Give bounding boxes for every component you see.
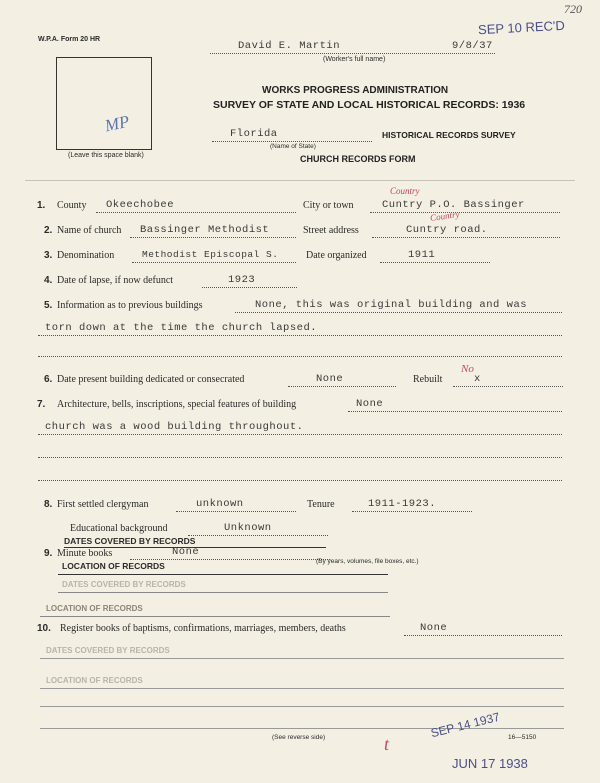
church-name-value: Bassinger Methodist xyxy=(140,224,270,236)
rebuilt-label: Rebuilt xyxy=(413,374,443,385)
rebuilt-value: x xyxy=(474,373,481,385)
worker-name: David E. Martin xyxy=(238,40,341,52)
corner-note: 720 xyxy=(564,2,582,16)
city-label: City or town xyxy=(303,200,354,211)
item-10-number: 10. xyxy=(37,623,51,634)
street-line xyxy=(372,237,560,238)
architecture-line-3 xyxy=(38,457,562,458)
city-line xyxy=(370,212,560,213)
form-code: W.P.A. Form 20 HR xyxy=(38,36,101,43)
denomination-line xyxy=(132,262,296,263)
architecture-line-2 xyxy=(38,434,562,435)
state-line xyxy=(212,141,372,142)
denomination-value: Methodist Episcopal S. xyxy=(142,249,279,260)
previous-buildings-line-2 xyxy=(38,335,562,336)
date-lapse-line xyxy=(202,287,297,288)
extra-line-1 xyxy=(40,706,564,707)
item-2-number: 2. xyxy=(44,225,53,236)
location-heading-1: LOCATION OF RECORDS xyxy=(62,561,165,571)
location-line-1 xyxy=(58,574,388,575)
previous-buildings-line-1 xyxy=(235,312,562,313)
architecture-line-1 xyxy=(348,411,562,412)
blank-caption: (Leave this space blank) xyxy=(68,152,144,159)
education-line xyxy=(188,535,328,536)
dates-covered-line-3 xyxy=(40,658,564,659)
form-title: CHURCH RECORDS FORM xyxy=(300,154,416,164)
worker-caption: (Worker's full name) xyxy=(323,56,386,63)
rebuilt-line xyxy=(453,386,563,387)
item-7-number: 7. xyxy=(37,399,46,410)
item-5-number: 5. xyxy=(44,300,53,311)
dedicated-value: None xyxy=(316,373,344,385)
location-heading-3: LOCATION OF RECORDS xyxy=(46,676,143,685)
register-value: None xyxy=(420,622,448,634)
county-line xyxy=(96,212,296,213)
date-lapse-value: 1923 xyxy=(228,274,256,286)
street-correction-mark: Country xyxy=(429,208,461,224)
previous-buildings-value-1: None, this was original building and was xyxy=(255,299,528,311)
church-name-label: Name of church xyxy=(57,225,122,236)
tenure-value: 1911-1923. xyxy=(368,498,437,510)
location-line-2 xyxy=(40,616,390,617)
footer-code: 16—5150 xyxy=(508,734,537,741)
education-value: Unknown xyxy=(224,522,272,534)
item-3-number: 3. xyxy=(44,250,53,261)
date-lapse-label: Date of lapse, if now defunct xyxy=(57,275,174,286)
clergy-line xyxy=(176,511,296,512)
previous-buildings-line-3 xyxy=(38,356,562,357)
location-heading-2: LOCATION OF RECORDS xyxy=(46,604,143,613)
hrs-label: HISTORICAL RECORDS SURVEY xyxy=(382,130,516,140)
received-stamp-bottom: SEP 14 1937 xyxy=(429,709,502,741)
church-name-line xyxy=(130,237,296,238)
item-8-number: 8. xyxy=(44,499,53,510)
footer-caption: (See reverse side) xyxy=(272,734,326,741)
previous-buildings-value-2: torn down at the time the church lapsed. xyxy=(45,322,318,334)
org-title: WORKS PROGRESS ADMINISTRATION xyxy=(262,85,449,96)
state-caption: (Name of State) xyxy=(270,143,316,150)
architecture-label: Architecture, bells, inscriptions, special features of building xyxy=(57,399,297,410)
tenure-label: Tenure xyxy=(307,499,335,510)
item-6-number: 6. xyxy=(44,374,53,385)
architecture-value-2: church was a wood building throughout. xyxy=(45,421,304,433)
denomination-label: Denomination xyxy=(57,250,115,261)
location-line-3 xyxy=(40,688,564,689)
dates-covered-heading-1: DATES COVERED BY RECORDS xyxy=(64,536,196,546)
item-9-number: 9. xyxy=(44,548,53,559)
blank-box xyxy=(56,57,152,150)
item-1-number: 1. xyxy=(37,200,46,211)
rebuilt-correction-mark: No xyxy=(461,363,474,375)
county-value: Okeechobee xyxy=(106,199,175,211)
date-stamp-bottom: JUN 17 1938 xyxy=(452,756,528,771)
dates-covered-heading-3: DATES COVERED BY RECORDS xyxy=(46,646,170,655)
minute-books-label: Minute books xyxy=(57,548,113,559)
received-stamp-top: SEP 10 REC'D xyxy=(477,17,566,38)
worker-line xyxy=(210,53,495,54)
city-correction-mark: Country xyxy=(390,186,420,196)
worker-date: 9/8/37 xyxy=(452,40,493,52)
faint-rule xyxy=(25,180,575,181)
minute-books-value: None xyxy=(172,546,200,558)
blank-box-mark: MP xyxy=(103,111,132,136)
tenure-line xyxy=(352,511,472,512)
date-organized-label: Date organized xyxy=(306,250,367,261)
state-value: Florida xyxy=(230,128,278,140)
clergy-label: First settled clergyman xyxy=(57,499,149,510)
minute-books-caption: (By years, volumes, file boxes, etc.) xyxy=(316,558,419,565)
dates-covered-line-2 xyxy=(58,592,388,593)
county-label: County xyxy=(57,200,87,211)
dates-covered-heading-2: DATES COVERED BY RECORDS xyxy=(62,580,186,589)
education-label: Educational background xyxy=(70,523,168,534)
item-4-number: 4. xyxy=(44,275,53,286)
survey-title: SURVEY OF STATE AND LOCAL HISTORICAL RECORDS: 1936 xyxy=(213,99,526,111)
date-organized-value: 1911 xyxy=(408,249,436,261)
dedicated-label: Date present building dedicated or consecrated xyxy=(57,374,245,385)
street-label: Street address xyxy=(303,225,359,236)
clergy-value: unknown xyxy=(196,498,244,510)
bottom-pencil-mark: t xyxy=(384,734,390,754)
register-line xyxy=(404,635,562,636)
extra-line-2 xyxy=(40,728,564,729)
street-value: Cuntry road. xyxy=(406,224,488,236)
date-organized-line xyxy=(380,262,490,263)
architecture-value-1: None xyxy=(356,398,384,410)
minute-books-line xyxy=(130,559,330,560)
city-value: Cuntry P.O. Bassinger xyxy=(382,199,525,211)
previous-buildings-label: Information as to previous buildings xyxy=(57,300,203,311)
register-label: Register books of baptisms, confirmations, marriages, members, deaths xyxy=(60,623,346,634)
dedicated-line xyxy=(288,386,396,387)
architecture-line-4 xyxy=(38,480,562,481)
